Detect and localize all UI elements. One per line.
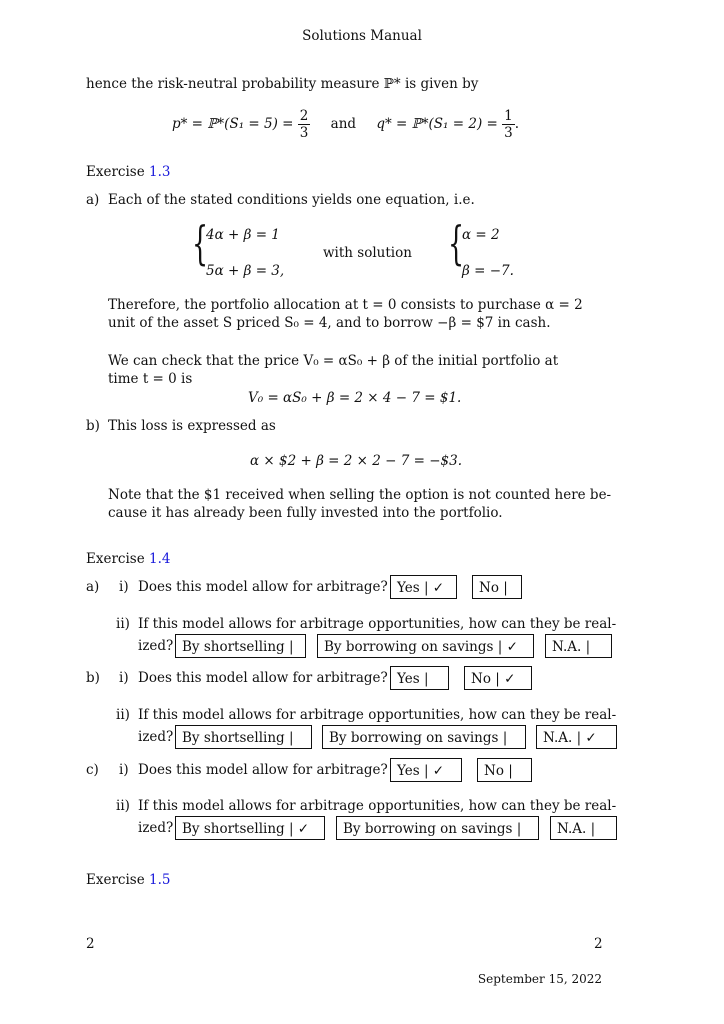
intro-formula [172,104,519,144]
portfolio-price-formula: V₀ = αS₀ + β = 2 × 4 − 7 = $1. [248,390,462,406]
question-ii-label: ii) [116,798,130,814]
formula-p-star: p* = ℙ*(S₁ = 5) = [172,116,294,132]
page-number-right: 2 [594,936,603,952]
shortselling-checkbox[interactable]: By shortselling | ✓ [175,816,325,840]
fraction-one-third [502,108,515,141]
exercise-number-link[interactable]: 1.4 [149,551,171,567]
realization-question-line1: If this model allows for arbitrage opportunities, how can they be real- [138,798,617,814]
question-i-label: i) [119,670,129,686]
no-checkbox[interactable]: No | ✓ [464,666,532,690]
question-ii-label: ii) [116,707,130,723]
with-solution-text: with solution [323,245,412,261]
part-c-label: c) [86,762,99,778]
part-b-label: b) [86,418,100,434]
frac-num: 1 [504,108,513,124]
equation-1: 4α + β = 1 [206,227,280,243]
question-i-label: i) [119,762,129,778]
intro-line: hence the risk-neutral probability measure ℙ* is given by [86,76,479,92]
para-check-line1: We can check that the price V₀ = αS₀ + β of the initial portfolio at [108,353,559,369]
part-a-label: a) [86,192,100,208]
loss-formula: α × $2 + β = 2 × 2 − 7 = −$3. [250,453,463,469]
formula-and: and [330,116,357,132]
footer-date: September 15, 2022 [477,972,602,986]
yes-checkbox[interactable]: Yes | [390,666,449,690]
fraction-two-thirds [298,108,311,141]
realization-question-line2: ized? [138,820,174,836]
formula-q-star: q* = ℙ*(S₁ = 2) = [376,116,498,132]
shortselling-checkbox[interactable]: By shortselling | [175,634,306,658]
shortselling-checkbox[interactable]: By shortselling | [175,725,312,749]
exercise-1-3-heading [86,164,171,180]
para-allocation-line1: Therefore, the portfolio allocation at t = 0 consists to purchase α = 2 [108,297,583,313]
no-checkbox[interactable]: No | [477,758,532,782]
part-a-text: Each of the stated conditions yields one equation, i.e. [108,192,475,208]
exercise-1-4-heading [86,551,171,567]
na-checkbox[interactable]: N.A. | ✓ [536,725,617,749]
question-i-label: i) [119,579,129,595]
formula-period: . [514,116,519,132]
realization-question-line1: If this model allows for arbitrage opportunities, how can they be real- [138,616,617,632]
na-checkbox[interactable]: N.A. | [550,816,617,840]
part-a-label: a) [86,579,100,595]
exercise-label: Exercise [86,551,145,567]
no-checkbox[interactable]: No | [472,575,522,599]
solution-alpha: α = 2 [462,227,500,243]
solution-beta: β = −7. [462,263,514,279]
running-header: Solutions Manual [302,28,422,44]
part-b-text: This loss is expressed as [108,418,276,434]
borrowing-checkbox[interactable]: By borrowing on savings | [322,725,526,749]
left-brace: { [192,216,209,270]
realization-question-line1: If this model allows for arbitrage opportunities, how can they be real- [138,707,617,723]
realization-question-line2: ized? [138,729,174,745]
na-checkbox[interactable]: N.A. | [545,634,612,658]
borrowing-checkbox[interactable]: By borrowing on savings | [336,816,539,840]
para-check-line2: time t = 0 is [108,371,193,387]
frac-den: 3 [504,125,513,141]
exercise-number-link[interactable]: 1.3 [149,164,171,180]
arbitrage-question: Does this model allow for arbitrage? [138,762,388,778]
realization-question-line2: ized? [138,638,174,654]
exercise-1-5-heading [86,872,171,888]
arbitrage-question: Does this model allow for arbitrage? [138,579,388,595]
borrowing-checkbox[interactable]: By borrowing on savings | ✓ [317,634,534,658]
para-note-line2: cause it has already been fully invested into the portfolio. [108,505,503,521]
question-ii-label: ii) [116,616,130,632]
para-allocation-line2: unit of the asset S priced S₀ = 4, and to borrow −β = $7 in cash. [108,315,551,331]
arbitrage-question: Does this model allow for arbitrage? [138,670,388,686]
right-brace: { [448,216,465,270]
equation-2: 5α + β = 3, [206,263,285,279]
yes-checkbox[interactable]: Yes | ✓ [390,758,462,782]
exercise-label: Exercise [86,872,145,888]
para-note-line1: Note that the $1 received when selling the option is not counted here be- [108,487,612,503]
yes-checkbox[interactable]: Yes | ✓ [390,575,457,599]
frac-den: 3 [299,125,309,141]
page-number-left: 2 [86,936,95,952]
frac-num: 2 [299,108,309,124]
exercise-number-link[interactable]: 1.5 [149,872,171,888]
exercise-label: Exercise [86,164,145,180]
part-b-label: b) [86,670,100,686]
